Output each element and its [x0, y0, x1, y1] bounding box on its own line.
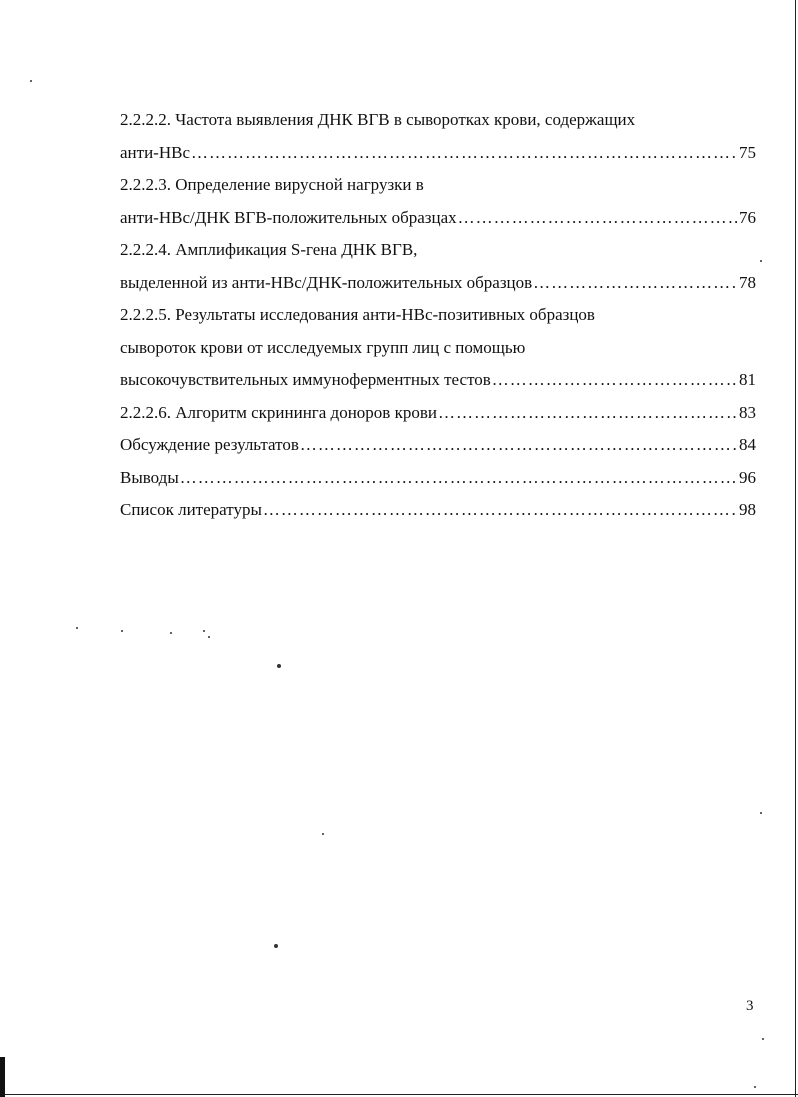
toc-entry[interactable] [120, 462, 756, 495]
toc-entry-page: 83 [739, 402, 756, 422]
toc-line-heading: 2.2.2.3. Определение вирусной нагрузки в [120, 175, 424, 194]
toc-entry-label: Список литературы [120, 500, 262, 519]
toc-entry[interactable] [120, 202, 756, 235]
toc-entry-page: 84 [739, 435, 756, 454]
dot-leader [263, 494, 738, 527]
toc-entry-label: выделенной из анти-HBc/ДНК-положительных образцов [120, 272, 533, 292]
scan-speck [203, 630, 205, 632]
toc-entry-label: анти-HBc [120, 142, 190, 162]
toc-entry-page: 78 [739, 272, 756, 292]
toc-entry-label: 2.2.2.6. Алгоритм скрининга доноров крови [120, 402, 437, 422]
toc-entry-label: анти-HBc/ДНК ВГВ-положительных образцах [120, 207, 457, 227]
scan-border-bottom [0, 1094, 798, 1095]
dot-leader [492, 364, 738, 397]
scan-speck [277, 664, 281, 668]
toc-entry-page: 96 [739, 467, 756, 487]
scan-speck [754, 1086, 756, 1088]
scan-speck [760, 260, 762, 262]
scan-speck [121, 630, 123, 632]
scan-speck [322, 833, 324, 835]
scan-edge-mark [0, 1057, 5, 1097]
toc-line-heading: 2.2.2.5. Результаты исследования анти-HBc-позитивных образцов [120, 305, 595, 324]
toc-entry-label: Выводы [120, 467, 179, 487]
dot-leader [458, 202, 738, 235]
toc-line-heading: 2.2.2.4. Амплификация S-гена ДНК ВГВ, [120, 240, 418, 259]
dot-leader [300, 429, 738, 462]
table-of-contents [120, 104, 756, 527]
toc-entry-page: 76 [739, 207, 756, 227]
scan-speck [30, 80, 32, 82]
scan-speck [76, 627, 78, 629]
scan-speck [760, 812, 762, 814]
scan-speck [762, 1038, 764, 1040]
scan-border-right [795, 0, 796, 1097]
toc-entry[interactable] [120, 364, 756, 397]
toc-entry[interactable] [120, 267, 756, 300]
toc-entry-page: 75 [739, 142, 756, 162]
toc-entry[interactable] [120, 397, 756, 430]
toc-line-heading: сывороток крови от исследуемых групп лиц с помощью [120, 337, 526, 357]
toc-entry-page: 98 [739, 500, 756, 519]
toc-entry-label: Обсуждение результатов [120, 435, 299, 454]
dot-leader [533, 267, 738, 300]
scan-speck [170, 632, 172, 634]
page-number: 3 [746, 998, 754, 1014]
scan-speck [274, 944, 278, 948]
toc-line-heading: 2.2.2.2. Частота выявления ДНК ВГВ в сыворотках крови, содержащих [120, 110, 636, 129]
scan-speck [208, 636, 210, 638]
toc-entry[interactable] [120, 494, 756, 527]
dot-leader [438, 397, 738, 430]
toc-entry[interactable] [120, 137, 756, 170]
toc-entry[interactable] [120, 429, 756, 462]
dot-leader [180, 462, 738, 495]
toc-entry-page: 81 [739, 370, 756, 389]
toc-entry-label: высокочувствительных иммуноферментных тестов [120, 370, 491, 389]
dot-leader [191, 137, 738, 170]
